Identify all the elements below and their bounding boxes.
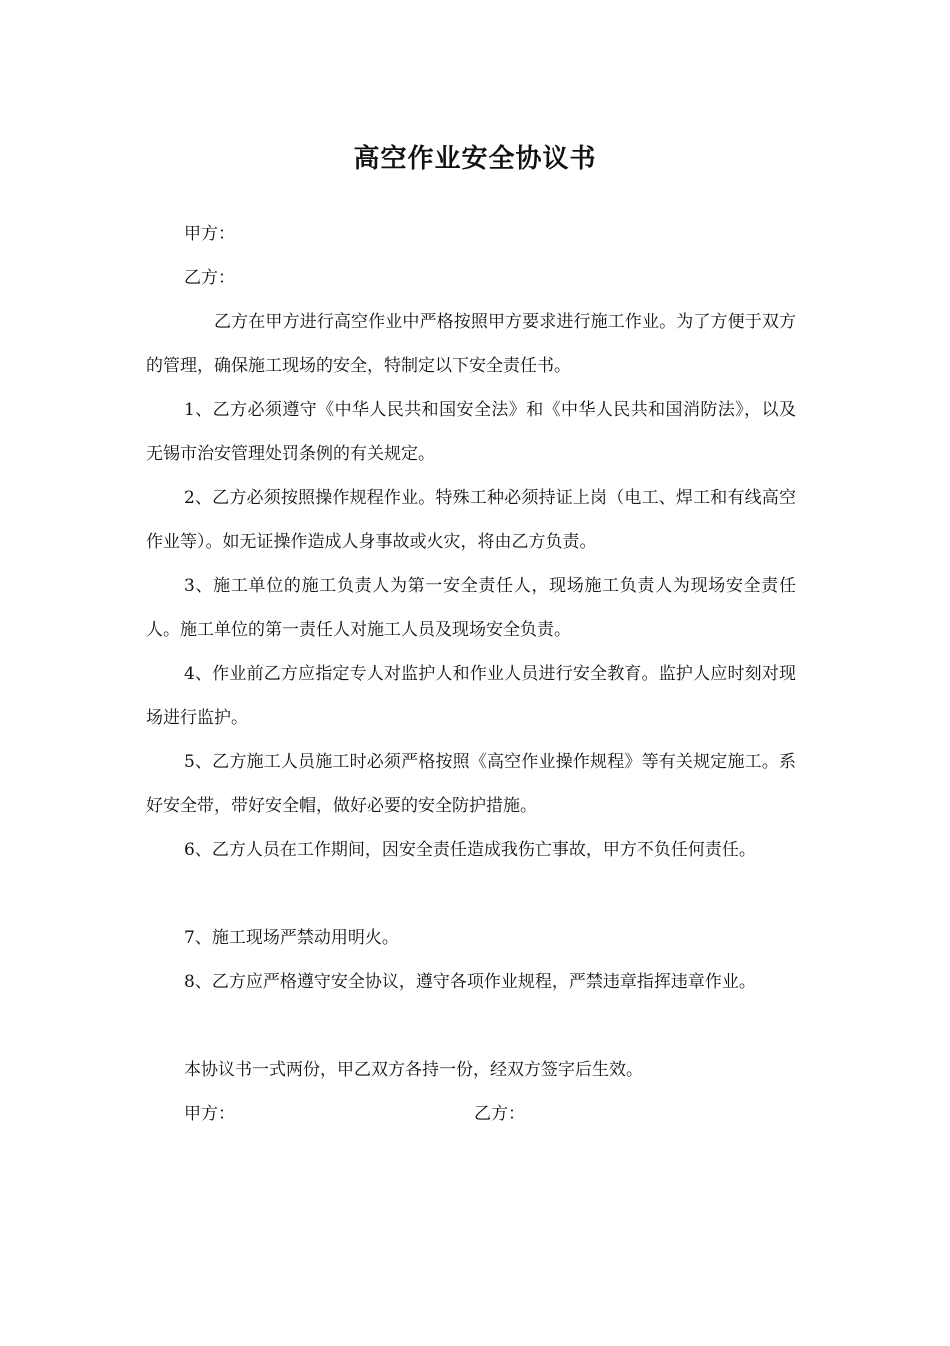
party-a-label: 甲方： bbox=[184, 224, 235, 244]
party-b-label: 乙方： bbox=[184, 268, 235, 288]
signature-party-a: 甲方： bbox=[184, 1104, 235, 1124]
clause-1: 1、乙方必须遵守《中华人民共和国安全法》和《中华人民共和国消防法》，以及无锡市治安管理处罚条例的有关规定。 bbox=[146, 400, 796, 464]
clause-7: 7、施工现场严禁动用明火。 bbox=[184, 928, 399, 948]
clause-5: 5、乙方施工人员施工时必须严格按照《高空作业操作规程》等有关规定施工。系好安全带，带好安全帽，做好必要的安全防护措施。 bbox=[146, 752, 796, 816]
clause-4: 4、作业前乙方应指定专人对监护人和作业人员进行安全教育。监护人应时刻对现场进行监护。 bbox=[146, 664, 796, 728]
closing-paragraph: 本协议书一式两份，甲乙双方各持一份，经双方签字后生效。 bbox=[184, 1060, 643, 1080]
signature-party-b: 乙方： bbox=[474, 1104, 525, 1124]
intro-paragraph: 乙方在甲方进行高空作业中严格按照甲方要求进行施工作业。为了方便于双方的管理，确保施工现场的安全，特制定以下安全责任书。 bbox=[146, 312, 796, 376]
document-title: 高空作业安全协议书 bbox=[353, 144, 597, 174]
clause-6: 6、乙方人员在工作期间，因安全责任造成我伤亡事故，甲方不负任何责任。 bbox=[184, 840, 756, 860]
clause-3: 3、施工单位的施工负责人为第一安全责任人，现场施工负责人为现场安全责任人。施工单位的第一责任人对施工人员及现场安全负责。 bbox=[146, 576, 796, 640]
clause-2: 2、乙方必须按照操作规程作业。特殊工种必须持证上岗（电工、焊工和有线高空作业等）。如无证操作造成人身事故或火灾，将由乙方负责。 bbox=[146, 488, 796, 552]
clause-8: 8、乙方应严格遵守安全协议，遵守各项作业规程，严禁违章指挥违章作业。 bbox=[184, 972, 756, 992]
